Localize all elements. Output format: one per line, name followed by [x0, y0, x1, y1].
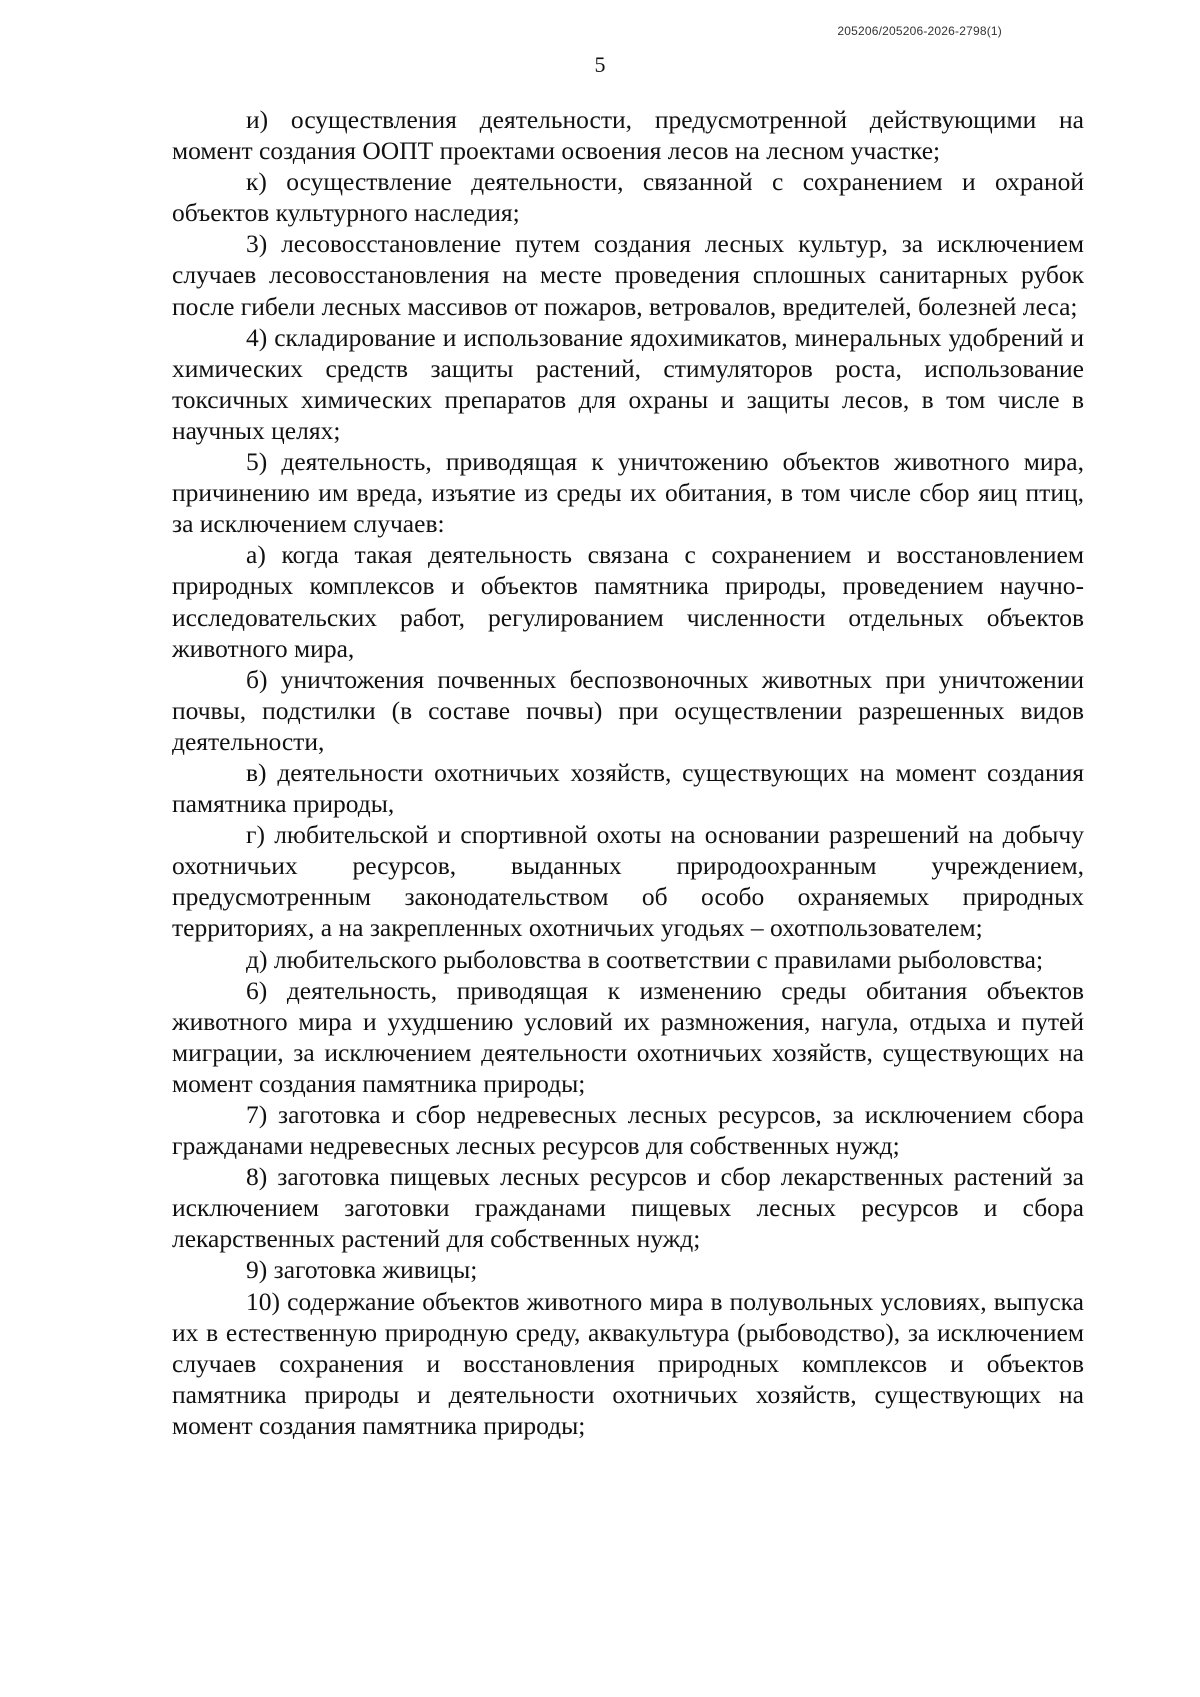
paragraph-item-i: и) осуществления деятельности, предусмотренной действующими на момент создания ООПТ проектами освоения лесов на лесном участке; — [172, 105, 1084, 166]
paragraph-item-5b: б) уничтожения почвенных беспозвоночных животных при уничтожении почвы, подстилки (в составе почвы) при осуществлении разрешенных видов деятельности, — [172, 664, 1084, 756]
paragraph-item-4: 4) складирование и использование ядохимикатов, минеральных удобрений и химических средств защиты растений, стимуляторов роста, использование токсичных химических препаратов для охраны и защиты лесов, в том числе в научных целях; — [172, 322, 1084, 445]
paragraph-item-5d: д) любительского рыболовства в соответствии с правилами рыболовства; — [246, 944, 1044, 974]
paragraph-item-8: 8) заготовка пищевых лесных ресурсов и сбор лекарственных растений за исключением заготовки гражданами пищевых лесных ресурсов и сбора лекарственных растений для собственных нужд; — [172, 1162, 1084, 1254]
page-number: 5 — [594, 52, 606, 77]
paragraph-item-5v: в) деятельности охотничьих хозяйств, существующих на момент создания памятника природы, — [172, 757, 1084, 819]
paragraph-item-5g: г) любительской и спортивной охоты на основании разрешений на добычу охотничьих ресурсов, выданных природоохранным учреждением, предусмотренным законодательством об особо охраняемых природных территориях, а на закрепленных охотничьих угодьях – охотпользователем; — [172, 820, 1084, 943]
paragraph-item-5: 5) деятельность, приводящая к уничтожению объектов животного мира, причинению им вреда, изъятие из среды их обитания, в том числе сбор яиц птиц, за исключением случаев: — [172, 447, 1084, 539]
paragraph-item-10: 10) содержание объектов животного мира в полувольных условиях, выпуска их в естественную природную среду, аквакультура (рыбоводство), за исключением случаев сохранения и восстановления природных комплексов и объектов памятника природы и деятельности охотничьих хозяйств, существующих на момент создания памятника природы; — [172, 1286, 1084, 1440]
document-body — [172, 104, 1084, 1441]
paragraph-item-k: к) осуществление деятельности, связанной с сохранением и охраной объектов культурного наследия; — [172, 167, 1084, 228]
paragraph-item-9: 9) заготовка живицы; — [246, 1255, 478, 1285]
paragraph-item-5a: а) когда такая деятельность связана с сохранением и восстановлением природных комплексов и объектов памятника природы, проведением научно-исследовательских работ, регулированием численности отдельных объектов животного мира, — [172, 540, 1084, 663]
paragraph-item-3: 3) лесовосстановление путем создания лесных культур, за исключением случаев лесовосстановления на месте проведения сплошных санитарных рубок после гибели лесных массивов от пожаров, ветровалов, вредителей, болезней леса; — [172, 229, 1084, 321]
document-id: 205206/205206-2026-2798(1) — [837, 24, 1002, 38]
paragraph-item-7: 7) заготовка и сбор недревесных лесных ресурсов, за исключением сбора гражданами недревесных лесных ресурсов для собственных нужд; — [172, 1100, 1084, 1161]
paragraph-item-6: 6) деятельность, приводящая к изменению среды обитания объектов животного мира и ухудшению условий их размножения, нагула, отдыха и путей миграции, за исключением деятельности охотничьих хозяйств, существующих на момент создания памятника природы; — [172, 975, 1084, 1098]
